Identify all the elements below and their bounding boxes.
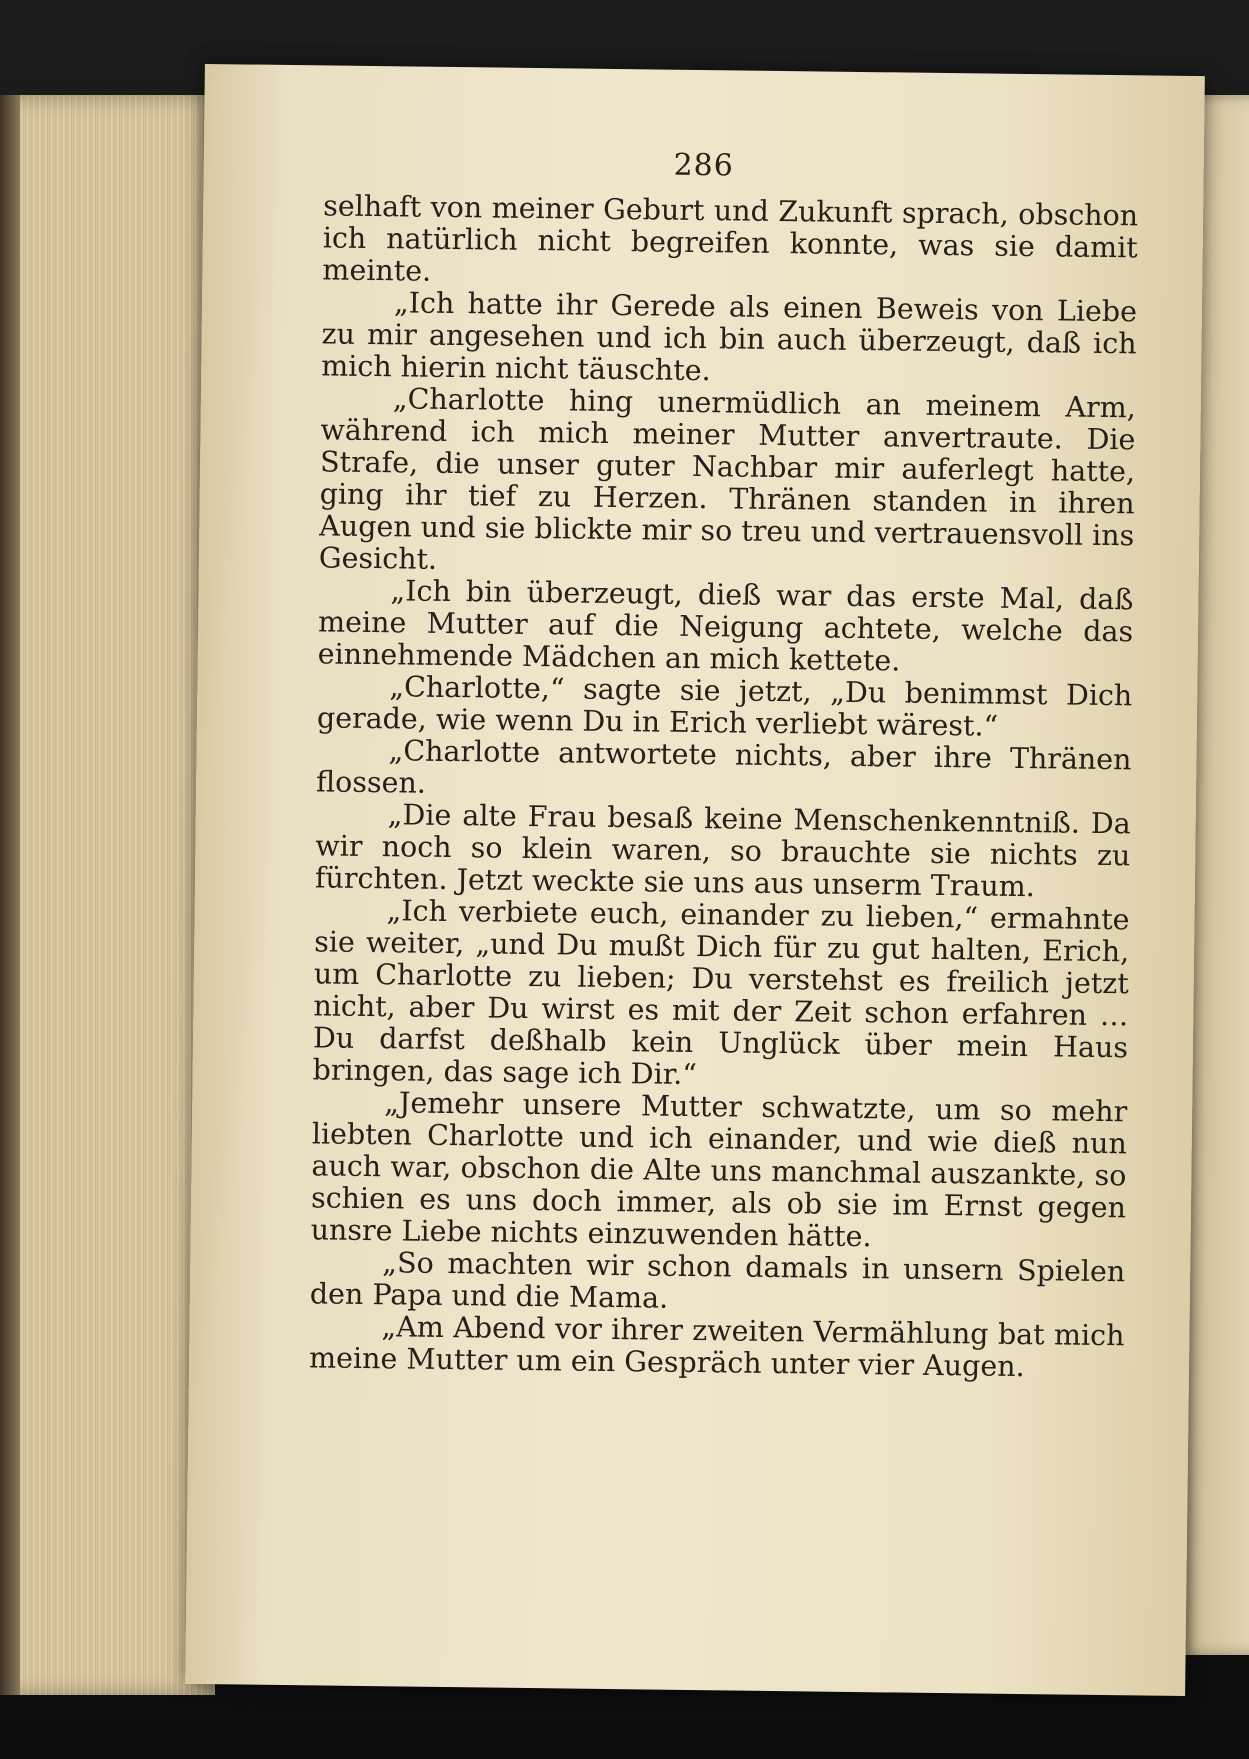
page-body-text [309, 190, 1138, 1384]
paragraph: „So machten wir schon damals in unsern Spielen den Papa und die Mama. [309, 1246, 1126, 1315]
paragraph: „Jemehr unsere Mutter schwatzte, um so mehr liebten Charlotte und ich einander, und wie dieß nun auch war, obschon die Alte uns manchmal auszankte, so schien es uns doch immer, als ob sie im Ernst gegen unsre Liebe nichts einzuwenden hätte. [310, 1086, 1128, 1254]
paragraph: „Charlotte,“ sagte sie jetzt, „Du benimmst Dich gerade, wie wenn Du in Erich verliebt wärest.“ [316, 670, 1133, 743]
paragraph: „Am Abend vor ihrer zweiten Vermählung bat mich meine Mutter um ein Gespräch unter vier Augen. [308, 1310, 1125, 1384]
paragraph: selhaft von meiner Geburt und Zukunft sprach, obschon ich natürlich nicht begreifen konnte, was sie damit meinte. [322, 189, 1139, 288]
paragraph: „Charlotte hing unermüdlich an meinem Arm, während ich mich meiner Mutter anvertraute. Die Strafe, die unser guter Nachbar mir auferlegt hatte, ging ihr tief zu Herzen. Thränen standen in ihren Augen und sie blickte mir so treu und vertrauensvoll ins Gesicht. [318, 382, 1137, 576]
paragraph: „Ich hatte ihr Gerede als einen Beweis von Liebe zu mir angesehen und ich bin auch überzeugt, daß ich mich hierin nicht täuschte. [321, 286, 1138, 388]
page-number: 286 [673, 147, 735, 184]
book-page [185, 64, 1205, 1696]
paragraph: „Die alte Frau besaß keine Menschenkenntniß. Da wir noch so klein waren, so brauchte sie nichts zu fürchten. Jetzt weckte sie uns aus unserm Traum. [314, 798, 1131, 904]
paragraph: „Ich bin überzeugt, dieß war das erste Mal, daß meine Mutter auf die Neigung achtete, welche das einnehmende Mädchen an mich kettete. [317, 574, 1134, 678]
book-spine [0, 95, 20, 1695]
paragraph: „Ich verbiete euch, einander zu lieben,“ ermahnte sie weiter, „und Du mußt Dich für zu gut halten, Erich, um Charlotte zu lieben; Du verstehst es freilich jetzt nicht, aber Du wirst es mit der Zeit schon erfahren … Du darfst deßhalb kein Unglück über mein Haus bringen, das sage ich Dir.“ [312, 894, 1130, 1092]
book-page-edges [0, 95, 215, 1695]
paragraph: „Charlotte antwortete nichts, aber ihre Thränen flossen. [315, 734, 1132, 800]
